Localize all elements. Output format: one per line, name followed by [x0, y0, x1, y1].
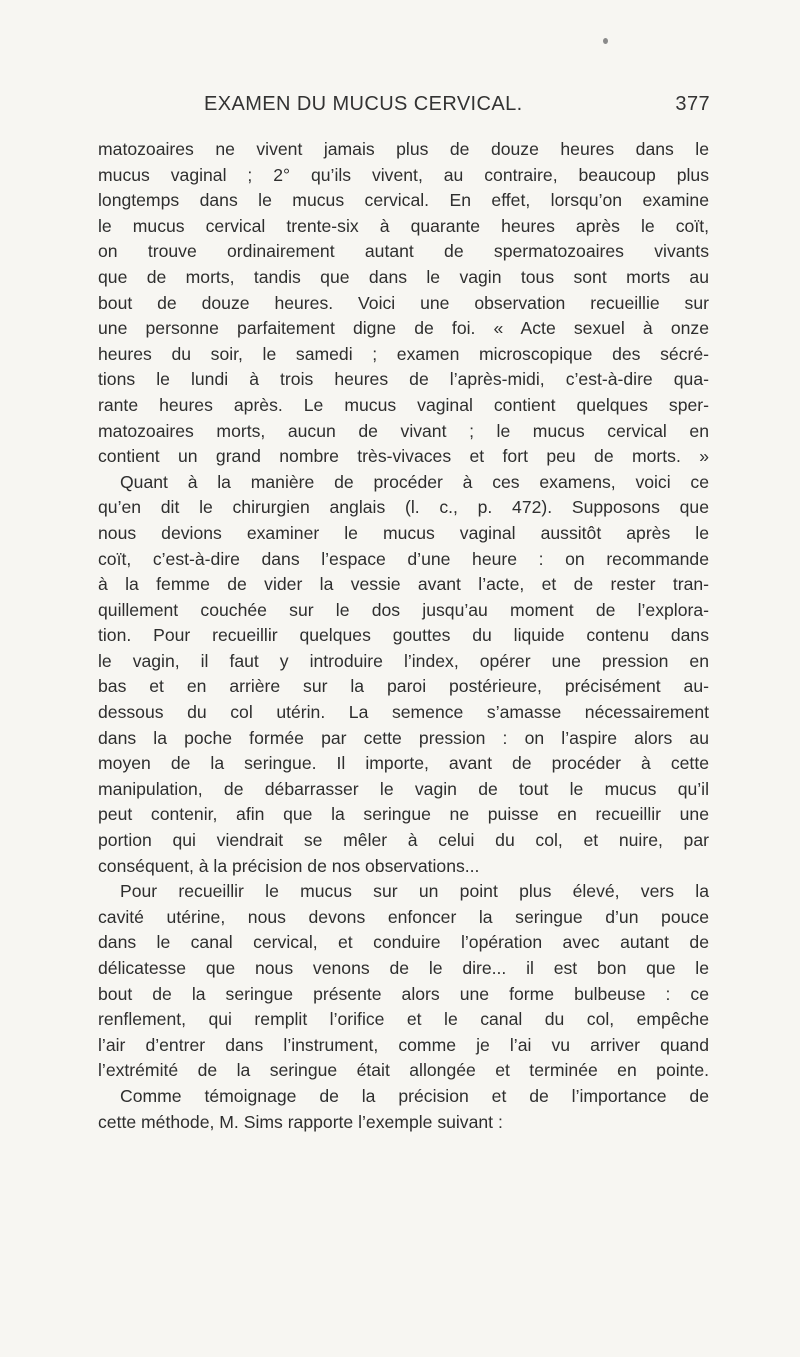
text-line: coït, c’est-à-dire dans l’espace d’une heure : on recommande: [98, 548, 709, 569]
print-speck: [603, 38, 608, 44]
text-line: manipulation, de débarrasser le vagin de tout le mucus qu’il: [98, 778, 709, 799]
text-line: Comme témoignage de la précision et de l’importance de: [120, 1085, 709, 1106]
text-line: dans la poche formée par cette pression : on l’aspire alors au: [98, 727, 709, 748]
text-line: quillement couchée sur le dos jusqu’au moment de l’explora-: [98, 599, 709, 620]
text-line: cette méthode, M. Sims rapporte l’exemple suivant :: [98, 1111, 503, 1132]
text-line: dans le canal cervical, et conduire l’opération avec autant de: [98, 932, 709, 953]
text-line: l’extrémité de la seringue était allongée et terminée en pointe.: [98, 1060, 709, 1081]
text-line: bas et en arrière sur la paroi postérieure, précisément au-: [98, 676, 709, 697]
text-line: bout de la seringue présente alors une forme bulbeuse : ce: [98, 983, 709, 1004]
text-line: contient un grand nombre très-vivaces et fort peu de morts. »: [98, 446, 709, 467]
text-line: que de morts, tandis que dans le vagin tous sont morts au: [98, 266, 709, 287]
text-line: rante heures après. Le mucus vaginal contient quelques sper-: [98, 394, 709, 415]
text-line: mucus vaginal ; 2° qu’ils vivent, au contraire, beaucoup plus: [98, 164, 709, 185]
text-line: moyen de la seringue. Il importe, avant de procéder à cette: [98, 753, 709, 774]
text-line: à la femme de vider la vessie avant l’acte, et de rester tran-: [98, 574, 709, 595]
text-line: bout de douze heures. Voici une observation recueillie sur: [98, 292, 709, 313]
text-line: tion. Pour recueillir quelques gouttes du liquide contenu dans: [98, 625, 709, 646]
text-line: cavité utérine, nous devons enfoncer la seringue d’un pouce: [98, 906, 709, 927]
text-line: qu’en dit le chirurgien anglais (l. c., p. 472). Supposons que: [98, 497, 709, 518]
text-line: le vagin, il faut y introduire l’index, opérer une pression en: [98, 650, 709, 671]
text-line: peut contenir, afin que la seringue ne puisse en recueillir une: [98, 804, 709, 825]
text-line: nous devions examiner le mucus vaginal aussitôt après le: [98, 522, 709, 543]
text-line: délicatesse que nous venons de le dire... il est bon que le: [98, 958, 709, 978]
running-title: EXAMEN DU MUCUS CERVICAL.: [204, 93, 523, 115]
text-line: matozoaires morts, aucun de vivant ; le mucus cervical en: [98, 420, 709, 441]
text-line: Pour recueillir le mucus sur un point plus élevé, vers la: [120, 881, 709, 902]
page-number: 377: [675, 93, 710, 115]
text-line: Quant à la manière de procéder à ces examens, voici ce: [120, 471, 709, 492]
text-line: renflement, qui remplit l’orifice et le canal du col, empêche: [98, 1009, 709, 1030]
body-text: [98, 137, 709, 1135]
text-line: on trouve ordinairement autant de spermatozoaires vivants: [98, 241, 709, 262]
text-line: dessous du col utérin. La semence s’amasse nécessairement: [98, 702, 709, 723]
text-line: heures du soir, le samedi ; examen microscopique des sécré-: [98, 343, 709, 364]
text-line: matozoaires ne vivent jamais plus de douze heures dans le: [98, 139, 709, 159]
running-head: [204, 93, 710, 119]
text-line: longtemps dans le mucus cervical. En effet, lorsqu’on examine: [98, 190, 709, 211]
text-line: le mucus cervical trente-six à quarante heures après le coït,: [98, 215, 709, 236]
text-line: une personne parfaitement digne de foi. « Acte sexuel à onze: [98, 318, 709, 339]
text-line: l’air d’entrer dans l’instrument, comme je l’ai vu arriver quand: [98, 1034, 709, 1055]
text-line: portion qui viendrait se mêler à celui du col, et nuire, par: [98, 830, 709, 851]
text-line: tions le lundi à trois heures de l’après-midi, c’est-à-dire qua-: [98, 369, 709, 390]
text-line: conséquent, à la précision de nos observations...: [98, 855, 480, 876]
